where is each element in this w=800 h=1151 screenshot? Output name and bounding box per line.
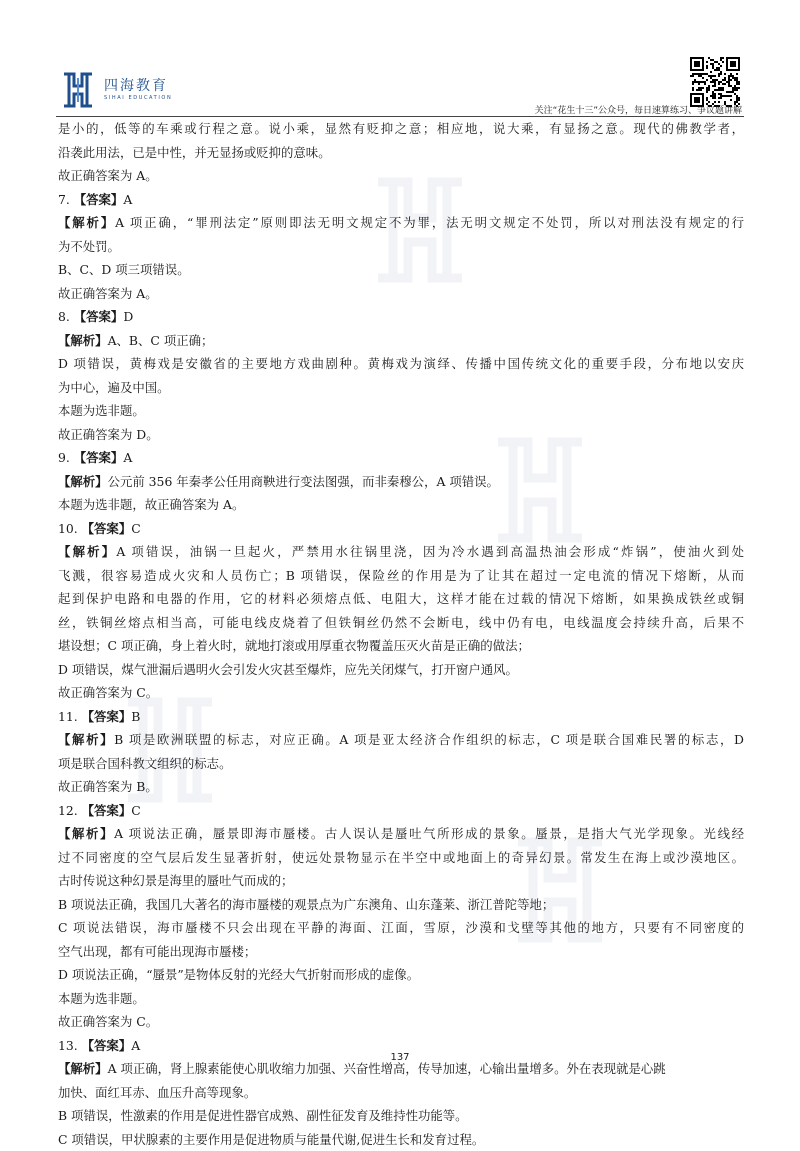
brand-logo (58, 70, 172, 110)
page-header (0, 0, 800, 118)
text-line (58, 658, 744, 682)
text-line (58, 352, 744, 376)
text-line (58, 141, 744, 165)
text-run: C 项说法错误，海市蜃楼不只会出现在平静的海面、江面，雪原，沙漠和戈壁等其他的地方，只要有不同密度的 (58, 920, 744, 935)
text-line (58, 164, 744, 188)
header-slogan: 关注“花生十三”公众号，每日速算练习、争议题讲解 (535, 103, 742, 116)
label-tag: 【解析】 (58, 215, 115, 230)
text-line (58, 634, 744, 658)
text-run: A (123, 450, 132, 465)
text-run: C (131, 803, 140, 818)
brand-name-en: SIHAI EDUCATION (104, 94, 172, 102)
text-run: 9. (58, 450, 74, 465)
text-run: B 项是欧洲联盟的标志，对应正确。A 项是亚太经济合作组织的标志，C 项是联合国难民署的标志，D (114, 732, 744, 747)
text-run: 飞溅，很容易造成火灾和人员伤亡；B 项错误，保险丝的作用是为了让其在超过一定电流的情况下熔断，从而 (58, 568, 744, 583)
text-line (58, 775, 744, 799)
text-line (58, 963, 744, 987)
label-tag: 【答案】 (74, 192, 124, 207)
text-run: A 项错误，油锅一旦起火，严禁用水往锅里浇，因为冷水遇到高温热油会形成“炸锅”，使油火到处 (116, 544, 744, 559)
label-tag: 【解析】 (58, 732, 114, 747)
text-run: 12. (58, 803, 82, 818)
text-line (58, 893, 744, 917)
text-run: 13. (58, 1038, 82, 1053)
text-run: 古时传说这种幻景是海里的蜃吐气而成的； (58, 873, 293, 888)
brand-logo-mark-icon (58, 70, 98, 110)
brand-logo-text (104, 78, 172, 102)
text-run: B 项错误，性激素的作用是促进性器官成熟、副性征发育及维持性功能等。 (58, 1108, 468, 1123)
text-run: D 项错误，黄梅戏是安徽省的主要地方戏曲剧种。黄梅戏为演绎、传播中国传统文化的重要手段，分布地以安庆 (58, 356, 744, 371)
text-run: D 项说法正确，“蜃景”是物体反射的光经大气折射而形成的虚像。 (58, 967, 419, 982)
text-run: 过不同密度的空气层后发生显著折射，使远处景物显示在半空中或地面上的奇异幻景。常发生在海上或沙漠地区。 (58, 850, 744, 865)
text-line (58, 305, 744, 329)
text-run: 公元前 356 年秦孝公任用商鞅进行变法图强，而非秦穆公，A 项错误。 (108, 474, 499, 489)
label-tag: 【解析】 (58, 333, 108, 348)
label-tag: 【答案】 (82, 1038, 132, 1053)
text-line (58, 540, 744, 564)
text-line (58, 399, 744, 423)
text-line (58, 1128, 744, 1151)
text-line (58, 611, 744, 635)
text-run: A 项说法正确，蜃景即海市蜃楼。古人误认是蜃吐气所形成的景象。蜃景，是指大气光学现象。光线经 (114, 826, 744, 841)
text-line (58, 752, 744, 776)
text-line (58, 681, 744, 705)
text-run: A、B、C 项正确； (108, 333, 214, 348)
text-line (58, 705, 744, 729)
text-run: 故正确答案为 C。 (58, 1014, 158, 1029)
brand-name: 四海教育 (104, 78, 172, 94)
text-line (58, 822, 744, 846)
text-run: 8. (58, 309, 74, 324)
text-line (58, 1081, 744, 1105)
text-line (58, 728, 744, 752)
label-tag: 【解析】 (58, 826, 114, 841)
text-run: B、C、D 项三项错误。 (58, 262, 190, 277)
text-run: 堪设想；C 项正确，身上着火时，就地打滚或用厚重衣物覆盖压灭火苗是正确的做法； (58, 638, 530, 653)
text-run: A 项正确，肾上腺素能使心肌收缩力加强、兴奋性增高，传导加速，心输出量增多。外在表现就是心跳 (108, 1061, 666, 1076)
text-run: 加快、面红耳赤、血压升高等现象。 (58, 1085, 256, 1100)
text-line (58, 869, 744, 893)
text-line (58, 846, 744, 870)
text-run: 为中心，遍及中国。 (58, 380, 170, 395)
page-number: 137 (0, 1052, 800, 1063)
text-run: 项是联合国科教文组织的标志。 (58, 756, 231, 771)
text-line (58, 258, 744, 282)
text-run: 丝，铁铜丝熔点相当高，可能电线皮烧着了但铁铜丝仍然不会断电，线中仍有电，电线温度会持续升高，后果不 (58, 615, 744, 630)
text-run: 故正确答案为 B。 (58, 779, 158, 794)
text-line (58, 211, 744, 235)
text-run: C (131, 521, 140, 536)
text-line (58, 188, 744, 212)
text-run: D (123, 309, 133, 324)
label-tag: 【答案】 (74, 450, 124, 465)
text-run: 本题为选非题。 (58, 991, 145, 1006)
text-line (58, 940, 744, 964)
text-line (58, 493, 744, 517)
text-run: 为不处罚。 (58, 239, 120, 254)
text-run: 10. (58, 521, 82, 536)
text-run: 起到保护电路和电器的作用，它的材料必须熔点低、电阻大，这样才能在过载的情况下熔断，如果换成铁丝或铜 (58, 591, 744, 606)
text-run: 11. (58, 709, 82, 724)
text-run: 故正确答案为 A。 (58, 286, 158, 301)
text-line (58, 282, 744, 306)
label-tag: 【解析】 (58, 474, 108, 489)
answer-explanations (58, 117, 744, 1151)
text-run: B 项说法正确，我国几大著名的海市蜃楼的观景点为广东澳角、山东蓬莱、浙江普陀等地； (58, 897, 554, 912)
text-line (58, 376, 744, 400)
text-run: C 项错误，甲状腺素的主要作用是促进物质与能量代谢,促进生长和发育过程。 (58, 1132, 484, 1147)
text-run: 故正确答案为 A。 (58, 168, 158, 183)
text-line (58, 117, 744, 141)
text-run: A (131, 1038, 140, 1053)
text-line (58, 1104, 744, 1128)
text-run: B (131, 709, 140, 724)
text-line (58, 329, 744, 353)
text-line (58, 564, 744, 588)
text-line (58, 799, 744, 823)
text-run: 是小的，低等的车乘或行程之意。说小乘，显然有贬抑之意；相应地，说大乘，有显扬之意。现代的佛教学者， (58, 121, 744, 136)
label-tag: 【答案】 (82, 521, 132, 536)
text-run: 7. (58, 192, 74, 207)
label-tag: 【解析】 (58, 544, 116, 559)
text-run: A 项正确，“罪刑法定”原则即法无明文规定不为罪，法无明文规定不处罚，所以对刑法没有规定的行 (115, 215, 744, 230)
text-line (58, 446, 744, 470)
label-tag: 【答案】 (82, 803, 132, 818)
text-run: 本题为选非题。 (58, 403, 145, 418)
text-run: 本题为选非题，故正确答案为 A。 (58, 497, 244, 512)
text-line (58, 423, 744, 447)
text-line (58, 235, 744, 259)
text-run: A (123, 192, 132, 207)
label-tag: 【解析】 (58, 1061, 108, 1076)
text-run: 故正确答案为 D。 (58, 427, 159, 442)
text-line (58, 987, 744, 1011)
text-line (58, 916, 744, 940)
text-line (58, 517, 744, 541)
label-tag: 【答案】 (82, 709, 132, 724)
text-line (58, 1010, 744, 1034)
label-tag: 【答案】 (74, 309, 124, 324)
text-run: D 项错误，煤气泄漏后遇明火会引发火灾甚至爆炸，应先关闭煤气，打开窗户通风。 (58, 662, 518, 677)
text-line (58, 587, 744, 611)
qr-code-icon (690, 57, 740, 107)
text-run: 沿袭此用法，已是中性，并无显扬或贬抑的意味。 (58, 145, 331, 160)
text-line (58, 470, 744, 494)
text-run: 空气出现，都有可能出现海市蜃楼； (58, 944, 256, 959)
text-run: 故正确答案为 C。 (58, 685, 158, 700)
